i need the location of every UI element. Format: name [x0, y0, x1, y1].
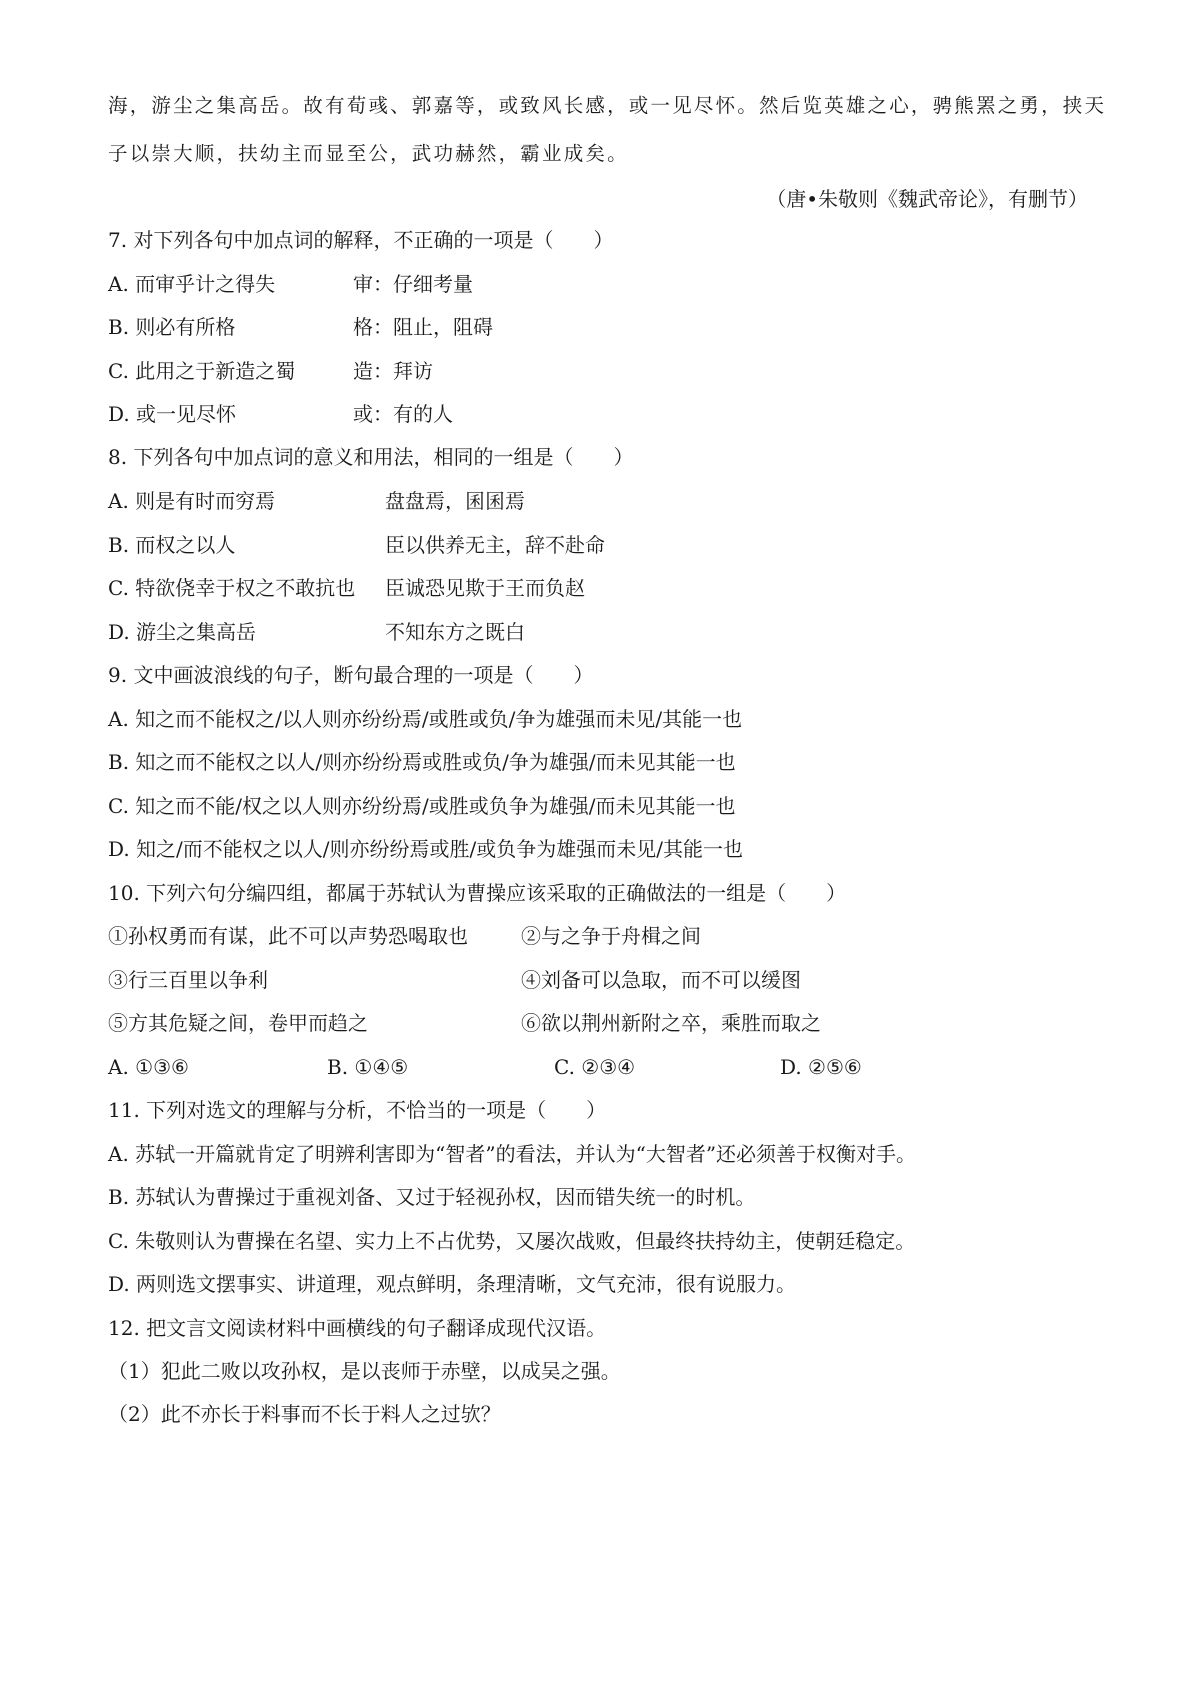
q10-item: ④刘备可以急取，而不可以缓图 [521, 968, 801, 992]
q9-option-b: B. 知之而不能权之以人/则亦纷纷焉或胜或负/争为雄强/而未见其能一也 [108, 750, 736, 774]
option-left: B. 而权之以人 [108, 533, 236, 557]
q10-item: ③行三百里以争利 [108, 968, 268, 992]
question-7-stem: 7. 对下列各句中加点词的解释，不正确的一项是（ ） [108, 228, 614, 252]
q11-option-b: B. 苏轼认为曹操过于重视刘备、又过于轻视孙权，因而错失统一的时机。 [108, 1185, 756, 1209]
q10-item: ⑤方其危疑之间，卷甲而趋之 [108, 1011, 368, 1035]
q10-item: ①孙权勇而有谋，此不可以声势恐喝取也 [108, 924, 468, 948]
q10-item-row [108, 966, 801, 994]
q11-option-d: D. 两则选文摆事实、讲道理，观点鲜明，条理清晰，文气充沛，很有说服力。 [108, 1272, 797, 1296]
option-left: A. 则是有时而穷焉 [108, 489, 276, 513]
question-12-stem: 12. 把文言文阅读材料中画横线的句子翻译成现代汉语。 [108, 1316, 607, 1340]
option-explanation: 造：拜访 [353, 359, 433, 383]
question-11-stem: 11. 下列对选文的理解与分析，不恰当的一项是（ ） [108, 1098, 607, 1122]
option-left: C. 特欲侥幸于权之不敢抗也 [108, 576, 356, 600]
option-sentence: C. 此用之于新造之蜀 [108, 359, 296, 383]
q10-item: ②与之争于舟楫之间 [521, 924, 701, 948]
q10-item-row [108, 922, 701, 950]
option-explanation: 或：有的人 [353, 402, 453, 426]
option-explanation: 审：仔细考量 [353, 272, 473, 296]
q9-option-c: C. 知之而不能/权之以人则亦纷纷焉/或胜或负争为雄强/而未见其能一也 [108, 794, 736, 818]
q7-option-d [108, 400, 453, 428]
q12-item-2: （2）此不亦长于料事而不长于料人之过欤？ [108, 1402, 501, 1426]
q11-option-c: C. 朱敬则认为曹操在名望、实力上不占优势，又屡次战败，但最终扶持幼主，使朝廷稳定。 [108, 1229, 916, 1253]
q9-option-d: D. 知之/而不能权之以人/则亦纷纷焉或胜/或负争为雄强而未见/其能一也 [108, 837, 743, 861]
option-right: 盘盘焉，囷囷焉 [385, 489, 525, 513]
option-right: 臣诚恐见欺于王而负赵 [385, 576, 585, 600]
q10-choice-a: A. ①③⑥ [108, 1055, 189, 1079]
q7-option-b [108, 313, 493, 341]
q10-choice-b: B. ①④⑤ [327, 1055, 409, 1079]
question-8-stem: 8. 下列各句中加点词的意义和用法，相同的一组是（ ） [108, 445, 634, 469]
q8-option-d [108, 618, 525, 646]
q7-option-c [108, 357, 433, 385]
passage-line: 海，游尘之集高岳。故有荀彧、郭嘉等，或致风长感，或一见尽怀。然后览英雄之心，骋熊罴之勇，挟天 [108, 94, 1107, 117]
q10-item: ⑥欲以荆州新附之卒，乘胜而取之 [521, 1011, 821, 1035]
q10-item-row [108, 1009, 821, 1037]
option-left: D. 游尘之集高岳 [108, 620, 257, 644]
passage-source: （唐•朱敬则《魏武帝论》，有删节） [766, 187, 1088, 211]
option-sentence: D. 或一见尽怀 [108, 402, 237, 426]
question-9-stem: 9. 文中画波浪线的句子，断句最合理的一项是（ ） [108, 663, 594, 687]
q10-choice-d: D. ②⑤⑥ [780, 1055, 862, 1079]
option-explanation: 格：阻止，阻碍 [353, 315, 493, 339]
q8-option-b [108, 531, 605, 559]
q11-option-a: A. 苏轼一开篇就肯定了明辨利害即为“智者”的看法，并认为“大智者”还必须善于权衡对手。 [108, 1142, 917, 1166]
passage-line: 子以崇大顺，扶幼主而显至公，武功赫然，霸业成矣。 [108, 142, 629, 165]
q10-choice-c: C. ②③④ [554, 1055, 636, 1079]
q8-option-a [108, 487, 525, 515]
q10-choices [108, 1053, 862, 1081]
option-sentence: A. 而审乎计之得失 [108, 272, 276, 296]
q8-option-c [108, 574, 585, 602]
option-right: 臣以供养无主，辞不赴命 [385, 533, 605, 557]
option-right: 不知东方之既白 [385, 620, 525, 644]
q7-option-a [108, 270, 473, 298]
q12-item-1: （1）犯此二败以攻孙权，是以丧师于赤壁，以成吴之强。 [108, 1359, 621, 1383]
option-sentence: B. 则必有所格 [108, 315, 236, 339]
question-10-stem: 10. 下列六句分编四组，都属于苏轼认为曹操应该采取的正确做法的一组是（ ） [108, 881, 847, 905]
q9-option-a: A. 知之而不能权之/以人则亦纷纷焉/或胜或负/争为雄强而未见/其能一也 [108, 707, 743, 731]
